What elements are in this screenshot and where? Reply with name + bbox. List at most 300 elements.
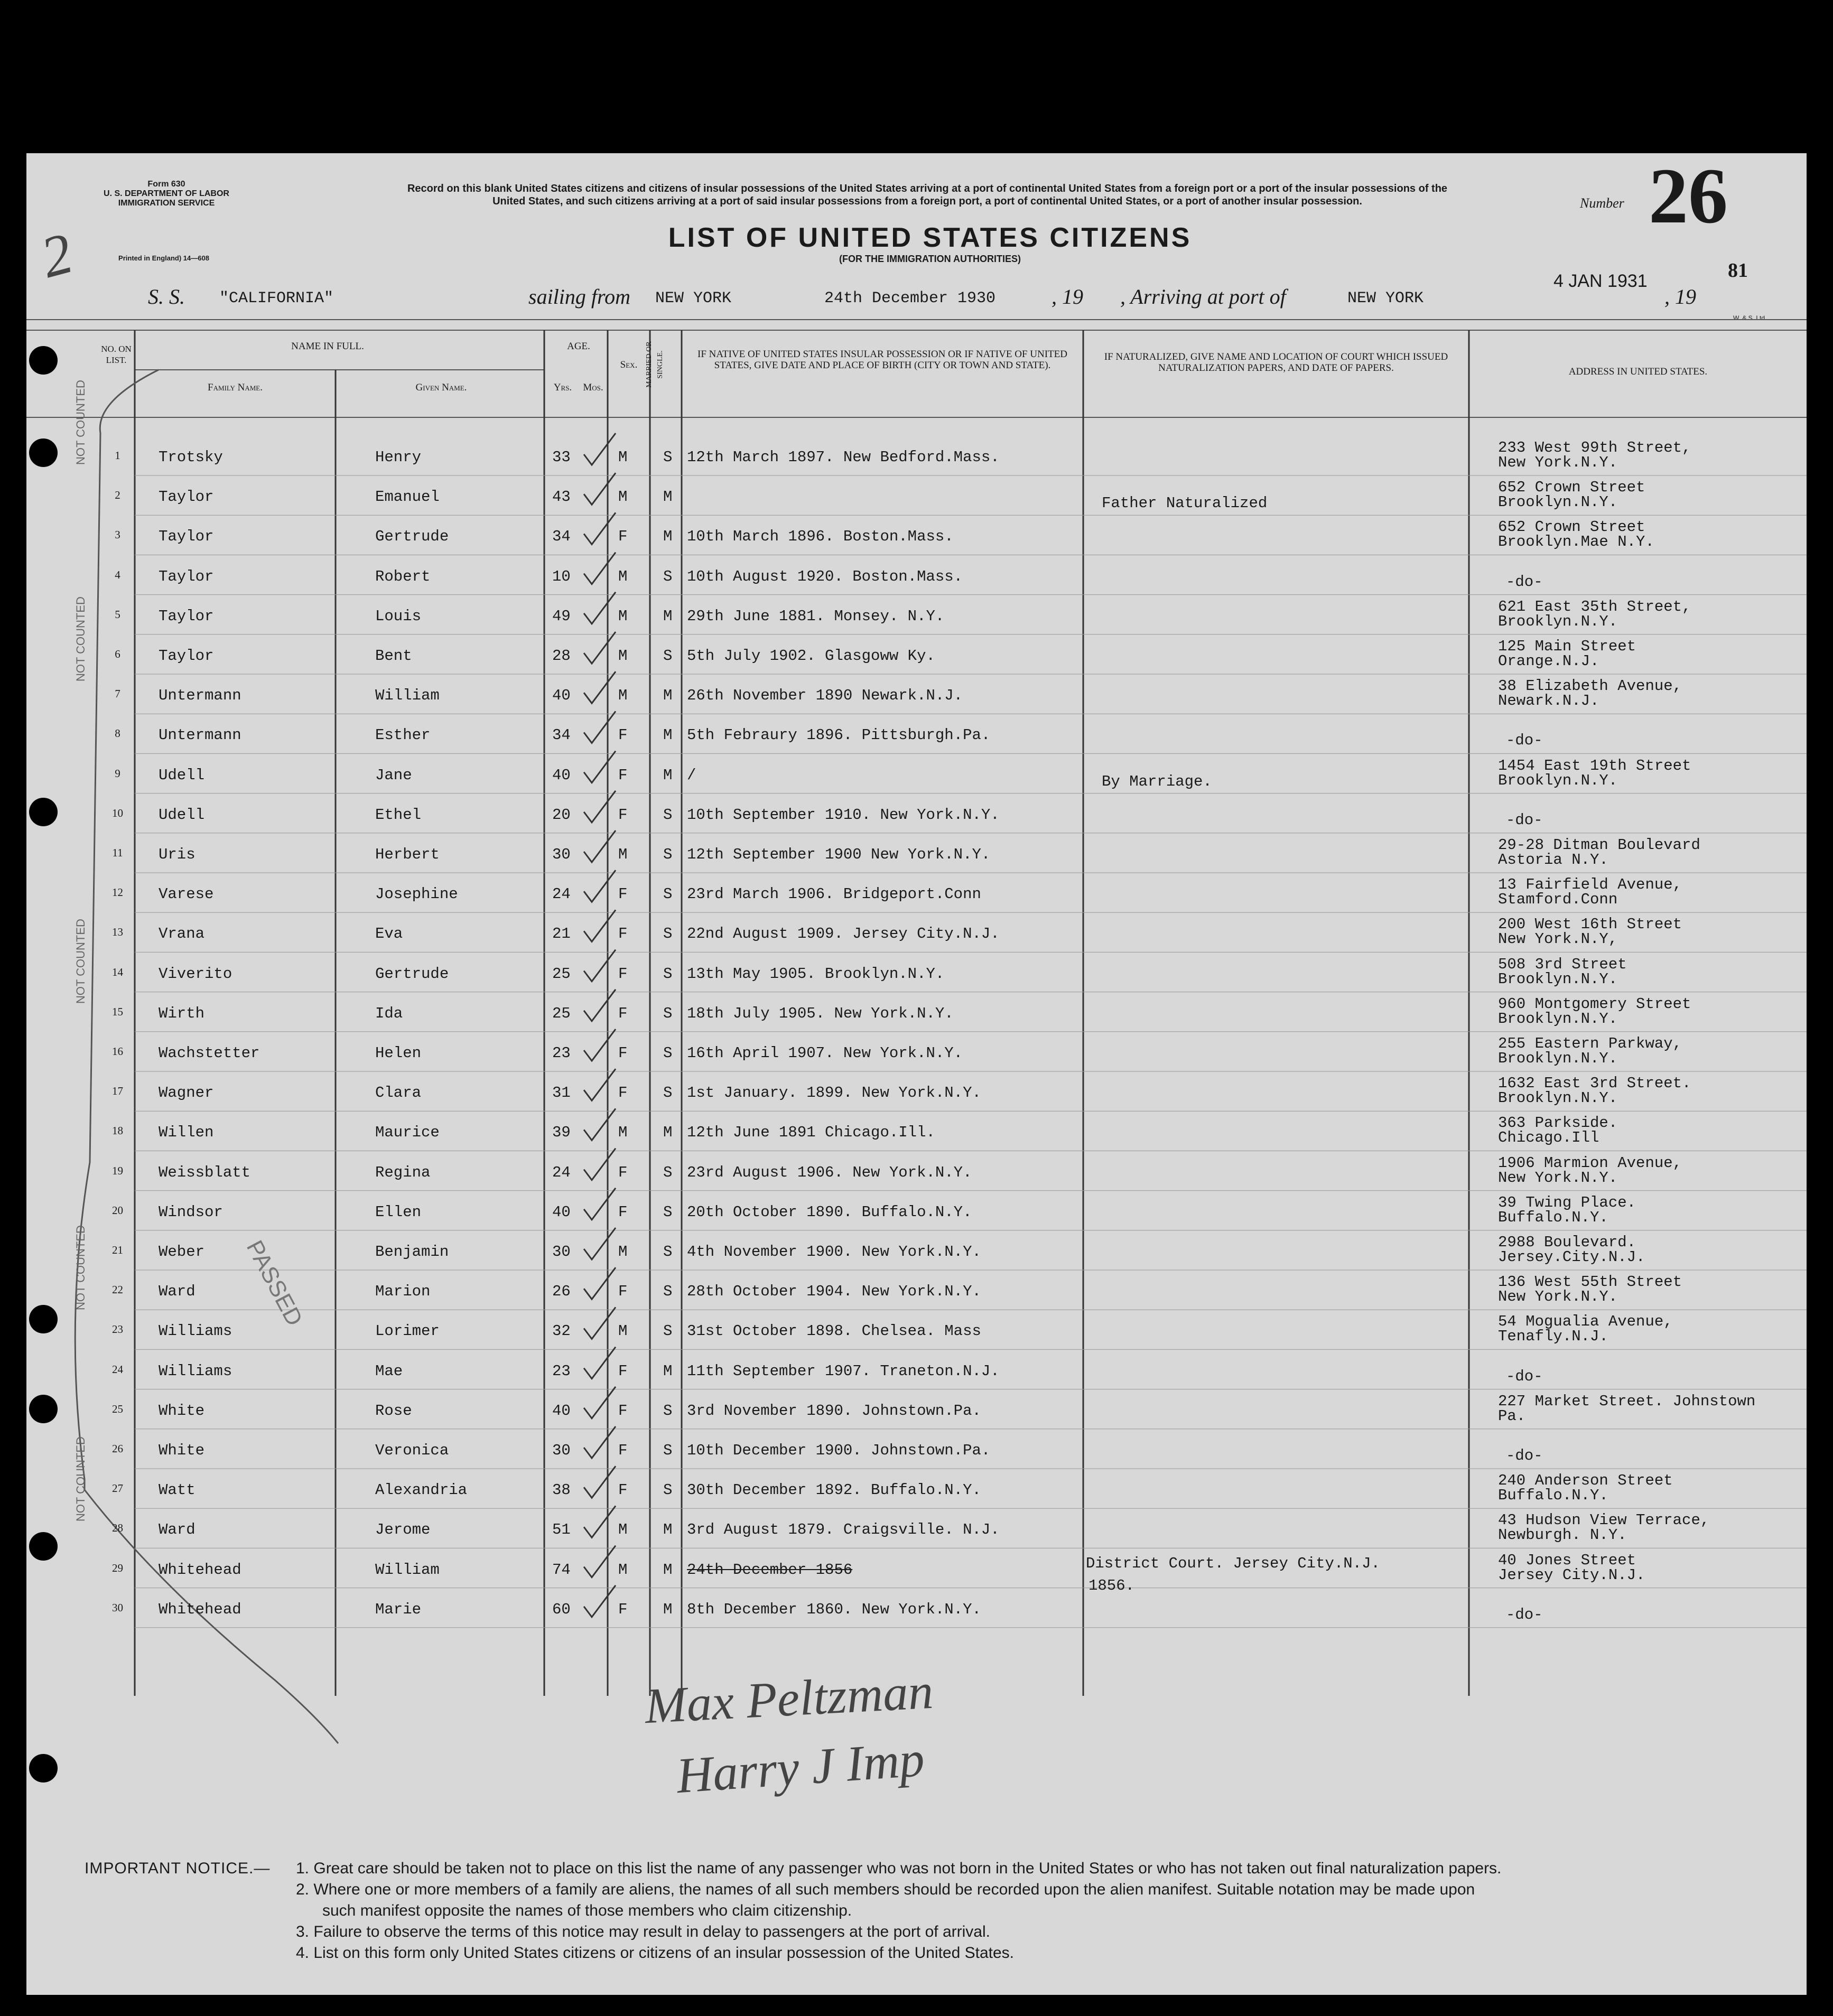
check-mark	[584, 791, 616, 823]
row-number: 5	[115, 608, 120, 621]
birth-date-place: 8th December 1860. New York.N.Y.	[687, 1600, 981, 1618]
service-name: IMMIGRATION SERVICE	[118, 199, 215, 208]
col-no: NO. ON LIST.	[101, 344, 132, 365]
marital-status: M	[663, 1600, 673, 1618]
check-mark	[584, 671, 616, 703]
sex: F	[618, 806, 628, 824]
address-line-1: 54 Mogualia Avenue,	[1498, 1313, 1673, 1331]
address-line-2: Brooklyn.Mae N.Y.	[1498, 533, 1654, 551]
sex: F	[618, 528, 628, 546]
age-years: 28	[552, 647, 571, 665]
address-line-1: 29-28 Ditman Boulevard	[1498, 836, 1700, 854]
sex: F	[618, 1044, 628, 1062]
marital-status: M	[663, 1362, 673, 1380]
naturalization-date: 1856.	[1088, 1576, 1135, 1594]
given-name: William	[375, 1561, 440, 1579]
row-number: 18	[112, 1124, 123, 1137]
col-sex: Sex.	[620, 359, 638, 370]
given-name: Mae	[375, 1362, 403, 1380]
check-mark	[584, 1029, 616, 1061]
given-name: Ida	[375, 1004, 403, 1022]
age-years: 43	[552, 488, 571, 506]
check-mark	[584, 592, 616, 624]
family-name: Udell	[159, 766, 205, 784]
sex: F	[618, 1203, 628, 1221]
marital-status: S	[663, 1243, 673, 1261]
address-line-2: New York.N.Y.	[1498, 1169, 1618, 1187]
given-name: Henry	[375, 449, 422, 466]
sex: F	[618, 1442, 628, 1459]
age-years: 33	[552, 449, 571, 466]
family-name: Uris	[159, 846, 196, 863]
row-number: 10	[112, 806, 123, 819]
address-line-1: 125 Main Street	[1498, 638, 1636, 655]
col-mos: Mos.	[583, 382, 603, 393]
sex: F	[618, 726, 628, 744]
signature-inspector: Max Peltzman	[643, 1663, 935, 1734]
marital-status: S	[663, 965, 673, 983]
sex: F	[618, 1004, 628, 1022]
address-line-1: 233 West 99th Street,	[1498, 439, 1691, 456]
age-years: 30	[552, 1442, 571, 1459]
number-label: Number	[1580, 195, 1624, 211]
birth-date-place: 3rd August 1879. Craigsville. N.J.	[687, 1521, 1000, 1539]
birth-date-place: 11th September 1907. Traneton.N.J.	[687, 1362, 1000, 1380]
age-years: 26	[552, 1283, 571, 1301]
birth-date-place: 20th October 1890. Buffalo.N.Y.	[687, 1203, 972, 1221]
not-counted-stamp: NOT COUNTED	[74, 1225, 87, 1310]
row-number: 23	[112, 1323, 123, 1336]
address-line-2: Stamford.Conn	[1498, 891, 1618, 909]
sex: F	[618, 1283, 628, 1301]
birth-date-place: 5th Febraury 1896. Pittsburgh.Pa.	[687, 726, 991, 744]
age-years: 25	[552, 965, 571, 983]
age-years: 40	[552, 766, 571, 784]
marital-status: S	[663, 1044, 673, 1062]
sex: M	[618, 687, 628, 705]
address-line-1: 960 Montgomery Street	[1498, 995, 1691, 1013]
given-name: Gertrude	[375, 528, 449, 546]
address-line-1: 363 Parkside.	[1498, 1114, 1618, 1132]
check-mark	[584, 830, 616, 862]
row-number: 1	[115, 449, 120, 462]
address-line-1: 255 Eastern Parkway,	[1498, 1035, 1682, 1052]
marital-status: S	[663, 1481, 673, 1499]
birth-date-place: 30th December 1892. Buffalo.N.Y.	[687, 1481, 981, 1499]
row-number: 15	[112, 1005, 123, 1018]
address-line-2: Orange.N.J.	[1498, 652, 1599, 670]
given-name: Marion	[375, 1283, 431, 1301]
birth-date-place: 10th December 1900. Johnstown.Pa.	[687, 1442, 991, 1459]
birth-date-place: 5th July 1902. Glasgoww Ky.	[687, 647, 935, 665]
address-line-2: Brooklyn.N.Y.	[1498, 1089, 1618, 1107]
check-mark	[584, 632, 616, 664]
not-counted-stamp: NOT COUNTED	[74, 1436, 87, 1522]
check-mark	[584, 1466, 616, 1498]
marital-status: S	[663, 449, 673, 466]
family-name: Taylor	[159, 528, 214, 546]
row-number: 9	[115, 767, 120, 780]
check-mark	[584, 1149, 616, 1180]
marital-status: M	[663, 766, 673, 784]
row-number: 22	[112, 1283, 123, 1296]
sex: F	[618, 1163, 628, 1181]
age-years: 31	[552, 1084, 571, 1102]
check-mark	[584, 1069, 616, 1100]
row-number: 7	[115, 687, 120, 701]
row-number: 11	[112, 846, 123, 859]
birth-date-place: 1st January. 1899. New York.N.Y.	[687, 1084, 981, 1102]
check-mark	[584, 433, 616, 465]
age-years: 74	[552, 1561, 571, 1579]
sex: M	[618, 1521, 628, 1539]
check-mark	[584, 1426, 616, 1458]
sex: F	[618, 1362, 628, 1380]
address-line-2: Jersey.City.N.J.	[1498, 1248, 1645, 1266]
given-name: Clara	[375, 1084, 422, 1102]
sex: F	[618, 965, 628, 983]
marital-status: M	[663, 607, 673, 625]
check-mark	[584, 1108, 616, 1140]
sex: M	[618, 1243, 628, 1261]
address-line-1: 39 Twing Place.	[1498, 1193, 1636, 1211]
given-name: Emanuel	[375, 488, 440, 506]
naturalization: Father Naturalized	[1102, 494, 1268, 512]
birth-date-place: 10th September 1910. New York.N.Y.	[687, 806, 1000, 824]
given-name: William	[375, 687, 440, 705]
family-name: White	[159, 1402, 205, 1420]
family-name: Wachstetter	[159, 1044, 260, 1062]
row-number: 24	[112, 1362, 123, 1376]
birth-date-place: 12th September 1900 New York.N.Y.	[687, 846, 991, 863]
age-years: 30	[552, 846, 571, 863]
given-name: Gertrude	[375, 965, 449, 983]
address-line-1: 40 Jones Street	[1498, 1551, 1636, 1569]
address-line-1: 38 Elizabeth Avenue,	[1498, 677, 1682, 695]
sex: F	[618, 885, 628, 903]
given-name: Alexandria	[375, 1481, 468, 1499]
address-line-1: 652 Crown Street	[1498, 479, 1645, 497]
check-mark	[584, 990, 616, 1021]
check-mark	[584, 1546, 616, 1578]
family-name: Viverito	[159, 965, 232, 983]
birth-date-place: 24th December 1856	[687, 1561, 853, 1579]
birth-date-place: 10th August 1920. Boston.Mass.	[687, 567, 963, 585]
address-line-1: 1632 East 3rd Street.	[1498, 1075, 1691, 1093]
row-number: 12	[112, 886, 123, 899]
birth-date-place: 29th June 1881. Monsey. N.Y.	[687, 607, 945, 625]
col-birth: IF NATIVE OF UNITED STATES INSULAR POSSESSION OR IF NATIVE OF UNITED STATES, GIVE DATE AND PLACE OF BIRTH (CITY OR TOWN AND STATE).	[697, 349, 1067, 371]
birth-date-place: 23rd August 1906. New York.N.Y.	[687, 1163, 972, 1181]
birth-date-place: 12th March 1897. New Bedford.Mass.	[687, 449, 1000, 466]
birth-date-place: 22nd August 1909. Jersey City.N.J.	[687, 925, 1000, 943]
birth-date-place: 3rd November 1890. Johnstown.Pa.	[687, 1402, 981, 1420]
naturalization: District Court. Jersey City.N.J.	[1086, 1554, 1380, 1572]
check-mark	[584, 910, 616, 941]
age-years: 51	[552, 1521, 571, 1539]
birth-date-place: 26th November 1890 Newark.N.J.	[687, 687, 963, 705]
check-mark	[584, 950, 616, 982]
age-years: 23	[552, 1044, 571, 1062]
departure-port: NEW YORK	[655, 290, 732, 307]
address-line-1: 240 Anderson Street	[1498, 1472, 1673, 1490]
col-married-single: MARRIED OR SINGLE.	[645, 341, 664, 388]
given-name: Ellen	[375, 1203, 422, 1221]
family-name: Whitehead	[159, 1600, 241, 1618]
family-name: Willen	[159, 1124, 214, 1142]
notice-item-4: 4. List on this form only United States citizens or citizens of an insular possession of the United States.	[296, 1944, 1015, 1962]
age-years: 40	[552, 1203, 571, 1221]
address-line-2: Brooklyn.N.Y.	[1498, 493, 1618, 511]
margin-mark: 2	[34, 220, 79, 291]
notice-item-1: 1. Great care should be taken not to place on this list the name of any passenger who was not born in the United States or who has not taken out final naturalization papers.	[296, 1860, 1502, 1877]
age-years: 25	[552, 1004, 571, 1022]
address-line-2: -do-	[1506, 573, 1543, 591]
age-years: 40	[552, 1402, 571, 1420]
year-prefix: , 19	[1664, 285, 1696, 309]
family-name: Trotsky	[159, 449, 223, 466]
family-name: Vrana	[159, 925, 205, 943]
row-number: 14	[112, 965, 123, 978]
list-number: 26	[1649, 152, 1728, 240]
row-number: 4	[115, 568, 120, 581]
address-line-2: Jersey City.N.J.	[1498, 1566, 1645, 1584]
given-name: Rose	[375, 1402, 412, 1420]
address-line-1: 652 Crown Street	[1498, 518, 1645, 536]
age-years: 40	[552, 687, 571, 705]
arriving-label: , Arriving at port of	[1120, 285, 1286, 309]
marital-status: S	[663, 1203, 673, 1221]
marital-status: S	[663, 1402, 673, 1420]
address-line-2: Astoria N.Y.	[1498, 851, 1608, 869]
given-name: Jerome	[375, 1521, 431, 1539]
given-name: Louis	[375, 607, 422, 625]
marital-status: S	[663, 806, 673, 824]
marital-status: S	[663, 1322, 673, 1340]
sex: M	[618, 488, 628, 506]
col-family-name: Family Name.	[208, 382, 263, 393]
birth-date-place: 16th April 1907. New York.N.Y.	[687, 1044, 963, 1062]
notice-item-2: 2. Where one or more members of a family are aliens, the names of all such members should be recorded upon the alien manifest. Suitable notation may be made upon	[296, 1881, 1475, 1898]
row-number: 29	[112, 1561, 123, 1574]
family-name: Taylor	[159, 607, 214, 625]
given-name: Bent	[375, 647, 412, 665]
check-mark	[584, 1347, 616, 1379]
form-title: LIST OF UNITED STATES CITIZENS	[668, 222, 1192, 253]
marital-status: S	[663, 1283, 673, 1301]
family-name: Varese	[159, 885, 214, 903]
address-line-2: Brooklyn.N.Y.	[1498, 1010, 1618, 1028]
address-line-2: Brooklyn.N.Y.	[1498, 970, 1618, 988]
address-line-2: Pa.	[1498, 1407, 1526, 1425]
address-line-1: 508 3rd Street	[1498, 955, 1627, 973]
marital-status: M	[663, 1561, 673, 1579]
check-mark	[584, 1585, 616, 1617]
sex: M	[618, 647, 628, 665]
family-name: Weber	[159, 1243, 205, 1261]
address-line-1: 13 Fairfield Avenue,	[1498, 876, 1682, 894]
row-number: 8	[115, 727, 120, 740]
marital-status: M	[663, 1521, 673, 1539]
col-naturalized: IF NATURALIZED, GIVE NAME AND LOCATION OF COURT WHICH ISSUED NATURALIZATION PAPERS, AND DATE OF PAPERS.	[1104, 351, 1448, 374]
passed-stamp: PASSED	[241, 1236, 308, 1330]
address-line-2: New York.N.Y,	[1498, 930, 1618, 948]
family-name: Wirth	[159, 1004, 205, 1022]
address-line-2: -do-	[1506, 811, 1543, 829]
notice-item-2-cont: such manifest opposite the names of those members who claim citizenship.	[322, 1902, 852, 1919]
check-mark	[584, 1228, 616, 1259]
marital-status: S	[663, 1163, 673, 1181]
marital-status: M	[663, 726, 673, 744]
family-name: Whitehead	[159, 1561, 241, 1579]
form-subtitle: (FOR THE IMMIGRATION AUTHORITIES)	[839, 254, 1021, 264]
col-address: ADDRESS IN UNITED STATES.	[1568, 366, 1708, 377]
address-line-2: Buffalo.N.Y.	[1498, 1208, 1608, 1226]
sailing-date: 24th December 1930	[824, 290, 996, 307]
check-mark	[584, 751, 616, 783]
address-line-1: 2988 Boulevard.	[1498, 1234, 1636, 1251]
row-number: 3	[115, 528, 120, 542]
col-given-name: Given Name.	[415, 382, 467, 393]
row-number: 13	[112, 926, 123, 939]
row-number: 21	[112, 1244, 123, 1256]
given-name: Eva	[375, 925, 403, 943]
sex: F	[618, 925, 628, 943]
age-years: 60	[552, 1600, 571, 1618]
check-mark	[584, 870, 616, 902]
check-mark	[584, 711, 616, 743]
age-years: 10	[552, 567, 571, 585]
naturalization: By Marriage.	[1102, 772, 1212, 790]
marital-status: S	[663, 885, 673, 903]
birth-date-place: 28th October 1904. New York.N.Y.	[687, 1283, 981, 1301]
sex: M	[618, 846, 628, 863]
given-name: Lorimer	[375, 1322, 440, 1340]
not-counted-stamp: NOT COUNTED	[74, 919, 87, 1004]
sex: F	[618, 766, 628, 784]
col-yrs: Yrs.	[553, 382, 572, 393]
address-line-1: 1454 East 19th Street	[1498, 757, 1691, 774]
sex: M	[618, 1124, 628, 1142]
age-years: 32	[552, 1322, 571, 1340]
sailing-label: sailing from	[528, 285, 630, 309]
address-line-1: 200 West 16th Street	[1498, 916, 1682, 934]
family-name: Taylor	[159, 488, 214, 506]
check-mark	[584, 473, 616, 505]
row-number: 19	[112, 1164, 123, 1177]
not-counted-stamp: NOT COUNTED	[74, 380, 87, 465]
arrival-date-stamp: 4 JAN 1931	[1553, 271, 1648, 291]
age-years: 34	[552, 726, 571, 744]
birth-date-place: 10th March 1896. Boston.Mass.	[687, 528, 954, 546]
address-line-2: -do-	[1506, 1606, 1543, 1623]
check-mark	[584, 512, 616, 544]
marital-status: S	[663, 647, 673, 665]
birth-date-place: 4th November 1900. New York.N.Y.	[687, 1243, 981, 1261]
sex: M	[618, 607, 628, 625]
check-mark	[584, 1267, 616, 1299]
sex: F	[618, 1481, 628, 1499]
age-years: 49	[552, 607, 571, 625]
year-prefix: , 19	[1052, 285, 1083, 309]
row-number: 28	[112, 1522, 123, 1535]
given-name: Herbert	[375, 846, 440, 863]
given-name: Veronica	[375, 1442, 449, 1459]
address-line-2: Brooklyn.N.Y.	[1498, 1050, 1618, 1067]
row-number: 16	[112, 1045, 123, 1058]
form-number: Form 630	[147, 180, 185, 189]
given-name: Ethel	[375, 806, 422, 824]
birth-date-place: 13th May 1905. Brooklyn.N.Y.	[687, 965, 945, 983]
family-name: Untermann	[159, 726, 241, 744]
birth-date-place: /	[687, 766, 696, 784]
address-line-2: Newark.N.J.	[1498, 692, 1599, 710]
sex: M	[618, 567, 628, 585]
given-name: Jane	[375, 766, 412, 784]
address-line-2: Tenafly.N.J.	[1498, 1328, 1608, 1346]
address-line-2: New York.N.Y.	[1498, 1288, 1618, 1306]
ship-name: "CALIFORNIA"	[219, 290, 334, 307]
marital-status: S	[663, 925, 673, 943]
family-name: Udell	[159, 806, 205, 824]
address-line-1: 43 Hudson View Terrace,	[1498, 1511, 1710, 1529]
given-name: Regina	[375, 1163, 431, 1181]
marital-status: S	[663, 567, 673, 585]
birth-date-place: 23rd March 1906. Bridgeport.Conn	[687, 885, 981, 903]
family-name: Weissblatt	[159, 1163, 251, 1181]
birth-date-place: 18th July 1905. New York.N.Y.	[687, 1004, 954, 1022]
birth-date-place: 31st October 1898. Chelsea. Mass	[687, 1322, 981, 1340]
sex: M	[618, 1322, 628, 1340]
given-name: Benjamin	[375, 1243, 449, 1261]
family-name: Ward	[159, 1521, 196, 1539]
family-name: Watt	[159, 1481, 196, 1499]
sex: M	[618, 1561, 628, 1579]
given-name: Marie	[375, 1600, 422, 1618]
sex: M	[618, 449, 628, 466]
address-line-1: 227 Market Street. Johnstown	[1498, 1392, 1756, 1410]
age-years: 20	[552, 806, 571, 824]
given-name: Josephine	[375, 885, 458, 903]
row-number: 30	[112, 1601, 123, 1614]
not-counted-stamp: NOT COUNTED	[74, 596, 87, 682]
family-name: White	[159, 1442, 205, 1459]
signature-title: Harry J Imp	[674, 1730, 926, 1804]
family-name: Ward	[159, 1283, 196, 1301]
marital-status: S	[663, 1004, 673, 1022]
age-years: 21	[552, 925, 571, 943]
row-number: 2	[115, 489, 120, 502]
given-name: Esther	[375, 726, 431, 744]
marital-status: S	[663, 1084, 673, 1102]
printed-note: Printed in England) 14—608	[118, 254, 209, 262]
row-number: 26	[112, 1442, 123, 1455]
age-years: 24	[552, 885, 571, 903]
row-number: 20	[112, 1203, 123, 1217]
check-mark	[584, 1188, 616, 1220]
row-number: 27	[112, 1482, 123, 1495]
address-line-2: Brooklyn.N.Y.	[1498, 771, 1618, 789]
form-instructions: Record on this blank United States citizens and citizens of insular possessions of the United States arriving at a port of continental United States from a foreign port or a port of the insular possessions of the United States, and such citizens arriving at a port of said insular possessions from a foreign port, a port of continental United States, or a port of another insular possession.	[407, 183, 1448, 207]
address-line-2: New York.N.Y.	[1498, 454, 1618, 471]
family-name: Taylor	[159, 567, 214, 585]
given-name: Maurice	[375, 1124, 440, 1142]
age-years: 24	[552, 1163, 571, 1181]
notice-heading: IMPORTANT NOTICE.—	[85, 1860, 271, 1877]
marital-status: S	[663, 846, 673, 863]
address-line-1: 621 East 35th Street,	[1498, 598, 1691, 615]
marital-status: M	[663, 488, 673, 506]
